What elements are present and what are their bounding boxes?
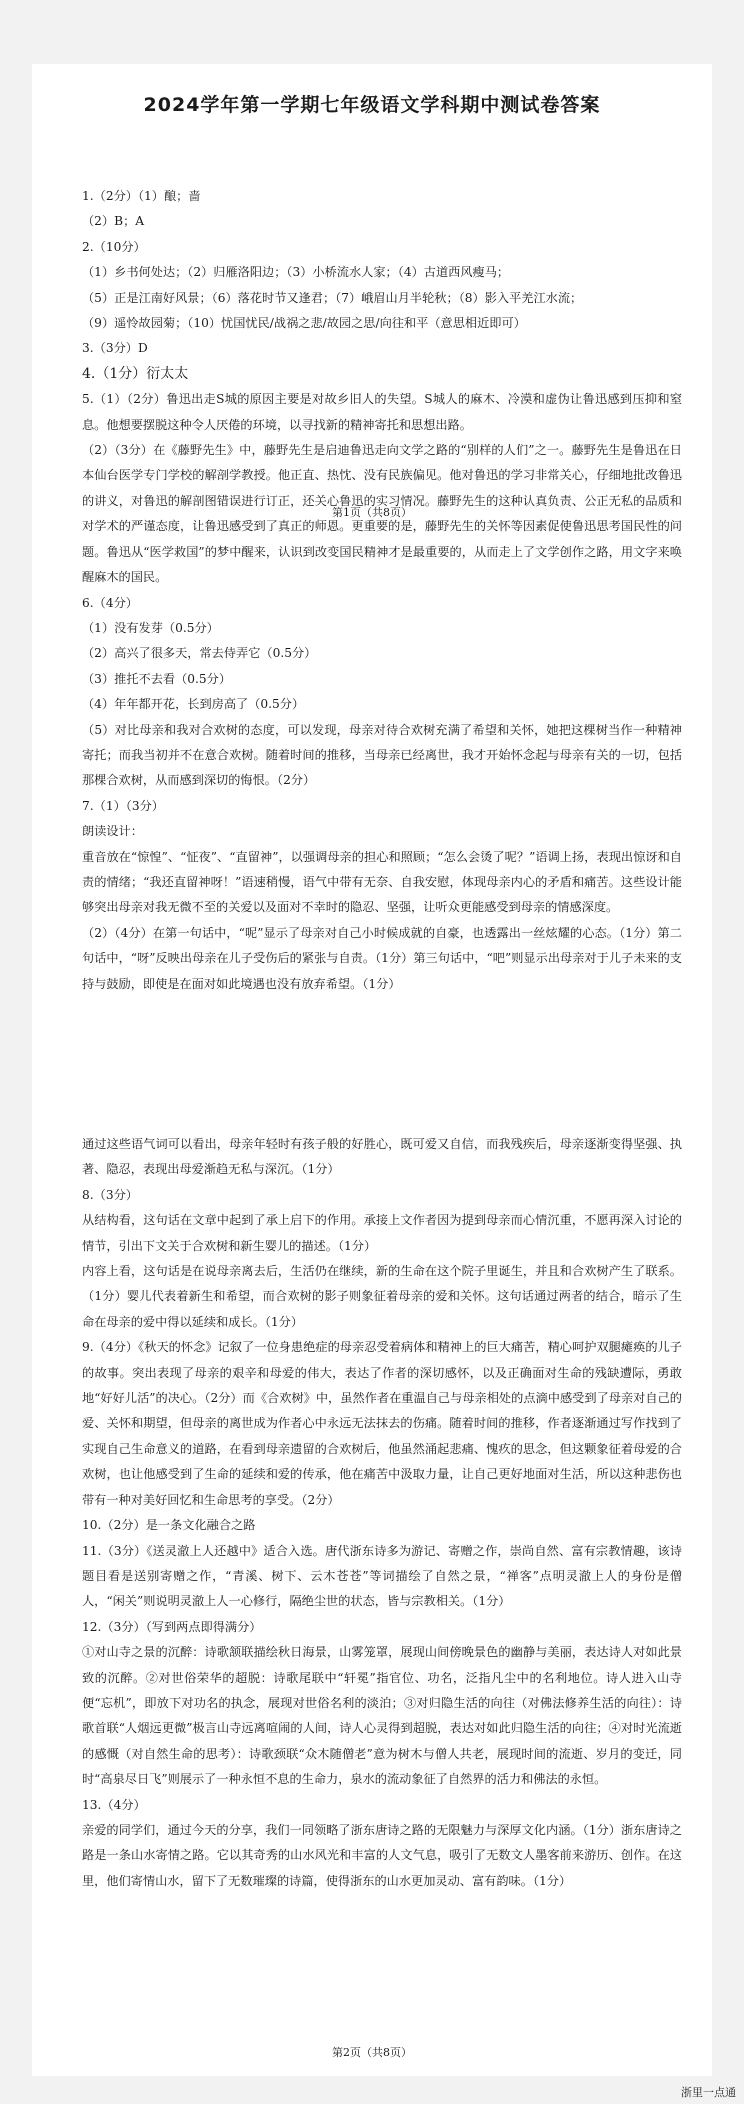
answer-paragraph: 重音放在“惊惶”、“怔夜”、“直留神”，以强调母亲的担心和照顾；“怎么会烫了呢？”语调上扬，表现出惊讶和自责的情绪；“我还直留神呀！”语速稍慢，语气中带有无奈、自我安慰，体现母亲内心的矛盾和痛苦。这些设计能够突出母亲对我无微不至的关爱以及面对不幸时的隐忍、坚强，让听众更能感受到母亲的情感深度。: [82, 849, 682, 915]
answer-line: 朗读设计：: [82, 824, 143, 839]
answer-paragraph: 内容上看，这句话是在说母亲离去后，生活仍在继续，新的生命在这个院子里诞生，并且和合欢树产生了联系。（1分）婴儿代表着新生和希望，而合欢树的影子则象征着母亲的爱和关怀。这句话通过两者的结合，暗示了生命在母亲的爱中得以延续和成长。（1分）: [82, 1264, 682, 1329]
document-title: 2024学年第一学期七年级语文学科期中测试卷答案: [143, 94, 601, 116]
answer-paragraph: 通过这些语气词可以看出，母亲年轻时有孩子般的好胜心，既可爱又自信，而我残疾后，母亲逐渐变得坚强、执著、隐忍，表现出母爱渐趋无私与深沉。（1分）: [82, 1137, 682, 1177]
answer-paragraph: （2）（3分）在《藤野先生》中，藤野先生是启迪鲁迅走向文学之路的“别样的人们”之一。藤野先生是鲁迅在日本仙台医学专门学校的解剖学教授。他正直、热忱、没有民族偏见。他对鲁迅的学习非常关心，仔细地批改鲁迅的讲义，对鲁迅的解剖图错误进行订正，还关心鲁迅的实习情况。藤野先生的这种认真负责、公正无私的品质和对学术的严谨态度，让鲁迅感受到了真正的师恩。更重要的是，藤野先生的关怀等因素促使鲁迅思考国民性的问题。鲁迅从“医学救国”的梦中醒来，认识到改变国民精神才是最重要的，从而走上了文学创作之路，用文字来唤醒麻木的国民。: [82, 443, 682, 585]
answer-paragraph: 5.（1）（2分）鲁迅出走S城的原因主要是对故乡旧人的失望。S城人的麻木、冷漠和虚伪让鲁迅感到压抑和窒息。他想要摆脱这种令人厌倦的环境，以寻找新的精神寄托和思想出路。: [82, 392, 682, 432]
answer-paragraph: 9.（4分）《秋天的怀念》记叙了一位身患绝症的母亲忍受着病体和精神上的巨大痛苦，精心呵护双腿瘫痪的儿子的故事。突出表现了母亲的艰辛和母爱的伟大，表达了作者的深切感怀，以及正确面对生命的残缺遭际，勇敢地“好好儿活”的决心。（2分）而《合欢树》中，虽然作者在重温自己与母亲相处的点滴中感受到了母亲对自己的爱、关怀和期望，但母亲的离世成为作者心中永远无法抹去的伤痛。随着时间的推移，作者逐渐通过写作找到了实现自己生命意义的道路，在看到母亲遗留的合欢树后，他虽然涌起悲痛、愧疚的思念，但这颗象征着母爱的合欢树，也让他感受到了生命的延续和爱的传承，他在痛苦中汲取力量，让自己更好地面对生活，所以这种悲伤也带有一种对美好回忆和生命思考的享受。（2分）: [82, 1340, 682, 1507]
answer-line: （5）正是江南好风景；（6）落花时节又逢君；（7）峨眉山月半轮秋；（8）影入平羌江水流；: [82, 290, 583, 305]
answer-line: 3.（3分）D: [82, 341, 148, 356]
answer-line: （2）B；A: [82, 214, 145, 229]
answer-paragraph: 亲爱的同学们，通过今天的分享，我们一同领略了浙东唐诗之路的无限魅力与深厚文化内涵。（1分）浙东唐诗之路是一条山水寄情之路。它以其奇秀的山水风光和丰富的人文气息，吸引了无数文人墨客前来游历、创作。在这里，他们寄情山水，留下了无数璀璨的诗篇，使得浙东的山水更加灵动、富有韵味。（1分）: [82, 1822, 682, 1888]
answer-line: （1）没有发芽（0.5分）: [82, 620, 219, 635]
answer-line: 4.（1分）衍太太: [82, 365, 189, 382]
answer-paragraph: （2）（4分）在第一句话中，“呢”显示了母亲对自己小时候成就的自豪，也透露出一丝炫耀的心态。（1分）第二句话中，“呀”反映出母亲在儿子受伤后的紧张与自责。（1分）第三句话中，“吧”则显示出母亲对于儿子未来的支持与鼓励，即使是在面对如此境遇也没有放弃希望。（1分）: [82, 925, 682, 991]
answer-line: 1.（2分）（1）酿；啬: [82, 189, 201, 203]
answer-line: 8.（3分）: [82, 1187, 138, 1202]
page-footer: 第2页（共8页）: [332, 2046, 412, 2059]
answer-line: （1）乡书何处达；（2）归雁洛阳边；（3）小桥流水人家；（4）古道西风瘦马；: [82, 265, 510, 280]
answer-paragraph: ①对山寺之景的沉醉：诗歌颔联描绘秋日海景，山雾笼罩，展现山间傍晚景色的幽静与美丽，表达诗人对如此景致的沉醉。②对世俗荣华的超脱：诗歌尾联中“轩冕”指官位、功名，泛指凡尘中的名利地位。诗人进入山寺便“忘机”，即放下对功名的执念，展现对世俗名利的淡泊；③对归隐生活的向往（对佛法修养生活的向往）：诗歌首联“人烟远更微”极言山寺远离喧闹的人间，诗人心灵得到超脱，表达对如此归隐生活的向往；④对时光流逝的感慨（对自然生命的思考）：诗歌颈联“众木随僧老”意为树木与僧人共老，展现时间的流逝、岁月的变迁，同时“高泉尽日飞”则展示了一种永恒不息的生命力，泉水的流动象征了自然界的活力和佛法的永恒。: [82, 1645, 682, 1787]
answer-text-page-2: [82, 1132, 682, 1894]
answer-line: （9）遥怜故园菊；（10）忧国忧民/战祸之悲/故园之思/向往和平（意思相近即可）: [82, 316, 526, 331]
answer-line: 10.（2分）是一条文化融合之路: [82, 1518, 256, 1533]
answer-line: （4）年年都开花，长到房高了（0.5分）: [82, 697, 305, 712]
document-page-1: [32, 64, 712, 1144]
answer-line: （3）推托不去看（0.5分）: [82, 671, 232, 686]
answer-line: 6.（4分）: [82, 595, 138, 610]
answer-paragraph: 11.（3分）《送灵澈上人还越中》适合入选。唐代浙东诗多为游记、寄赠之作，崇尚自然、富有宗教情趣，该诗题目看是送别寄赠之作，“青溪、树下、云木苍苍”等词描绘了自然之景，“禅客”点明灵澈上人的身份是僧人，“闲关”则说明灵澈上人一心修行，隔绝尘世的状态，皆与宗教相关。（1分）: [82, 1543, 682, 1609]
watermark-text: 浙里一点通: [681, 2086, 736, 2099]
answer-line: 12.（3分）（写到两点即得满分）: [82, 1619, 262, 1634]
answer-paragraph: 从结构看，这句话在文章中起到了承上启下的作用。承接上文作者因为提到母亲而心情沉重，不愿再深入讨论的情节，引出下文关于合欢树和新生婴儿的描述。（1分）: [82, 1213, 682, 1253]
answer-line: 7.（1）（3分）: [82, 798, 164, 813]
answer-line: （2）高兴了很多天，常去侍弄它（0.5分）: [82, 646, 317, 661]
document-page-2: [32, 1132, 712, 2076]
page-footer: 第1页（共8页）: [332, 506, 412, 519]
answer-line: 2.（10分）: [82, 239, 146, 254]
answer-line: 13.（4分）: [82, 1797, 146, 1812]
answer-paragraph: （5）对比母亲和我对合欢树的态度，可以发现，母亲对待合欢树充满了希望和关怀，她把这棵树当作一种精神寄托；而我当初并不在意合欢树。随着时间的推移，当母亲已经离世，我才开始怀念起与母亲有关的一切，包括那棵合欢树，从而感到深切的悔恨。（2分）: [82, 722, 682, 788]
answer-text-page-1: [82, 184, 682, 997]
